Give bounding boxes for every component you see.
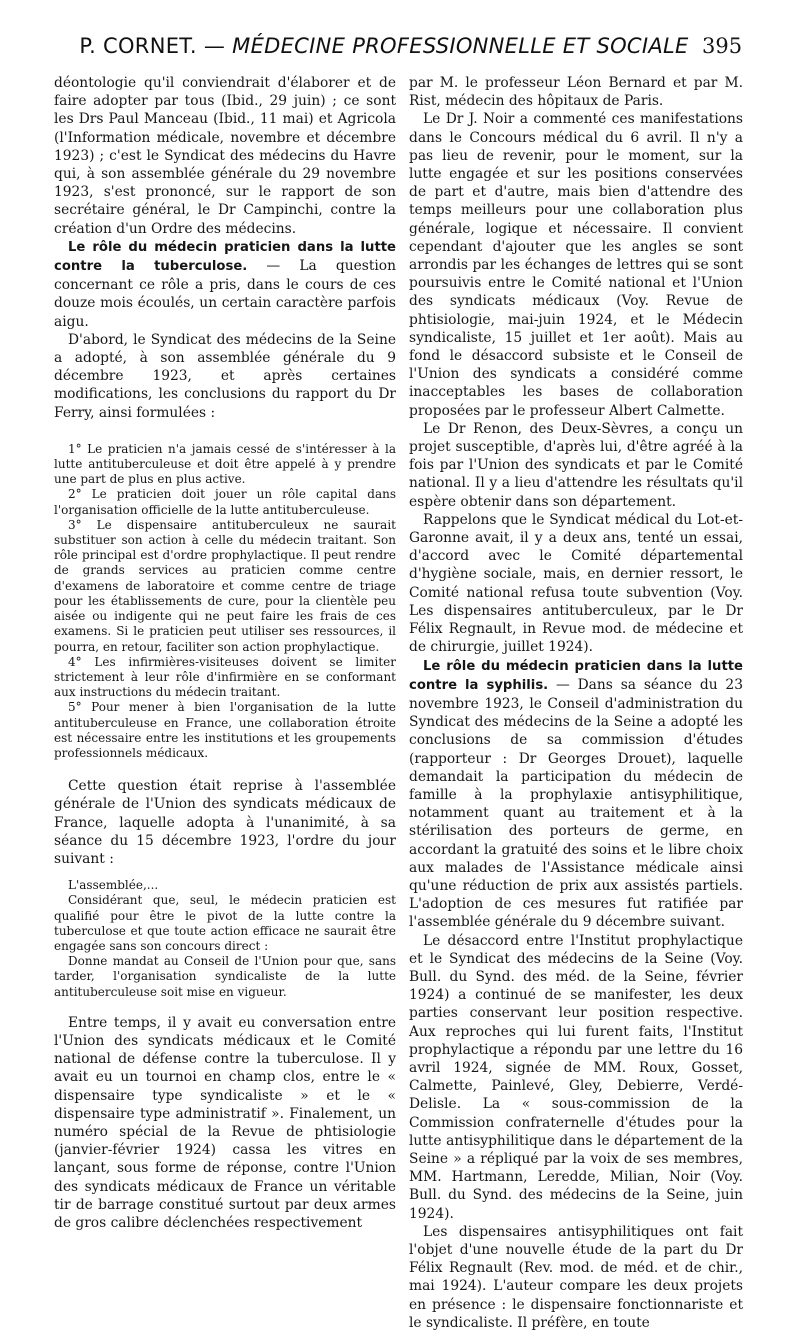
conclusion-item: 4° Les infirmières-visiteuses doivent se limiter strictement à leur rôle d'infirmière en se conformant aux instructions du médecin traitant. <box>54 654 396 700</box>
conclusion-item: 1° Le praticien n'a jamais cessé de s'intéresser à la lutte antituberculeuse et doit être appelé à y prendre une part de plus en plus active. <box>54 441 396 487</box>
running-header <box>0 34 800 74</box>
syphilis-section-heading: Le rôle du médecin praticien dans la lutte contre la syphilis. <box>409 658 743 693</box>
meanwhile-paragraph: Entre temps, il y avait eu conversation entre l'Union des syndicats médicaux et le Comité national de défense contre la tuberculose. Il y avait eu un tournoi en champ clos, entre le « dispensaire type syndicaliste » et le « dispensaire type administratif ». Finalement, un numéro spécial de la Revue de phtisiologie (janvier-février 1924) cassa les vitres en lançant, sous forme de réponse, contre l'Union des syndicats médicaux de France un véritable tir de barrage constitué surtout par deux armes de gros calibre déclenchées respectivement <box>54 1014 396 1231</box>
conclusion-item: 3° Le dispensaire antituberculeux ne saurait substituer son action à celle du médecin traitant. Son rôle principal est d'ordre prophylactique. Il peut rendre de grands services au praticien comme centre d'examens de laboratoire et comme centre de triage pour les établissements de cure, pour la clientèle peu aisée ou indigente qui ne peut faire les frais de ces examens. Si le praticien peut utiliser ses ressources, il pourra, en retour, faciliter son action prophylactique. <box>54 517 396 654</box>
motion-item: Donne mandat au Conseil de l'Union pour que, sans tarder, l'organisation syndicaliste de la lutte antituberculeuse soit mise en vigueur. <box>54 954 396 999</box>
running-title-author: P. CORNET. — <box>79 34 233 58</box>
tuberculosis-section-paragraph <box>54 238 396 331</box>
ferry-conclusions-list <box>54 442 396 761</box>
syphilis-section-paragraph <box>409 657 743 932</box>
noir-paragraph: Le Dr J. Noir a commenté ces manifestations dans le Concours médical du 6 avril. Il n'y a pas lieu de revenir, pour le moment, sur la lutte engagée et sur les positions conservées de part et d'autre, mais bien d'attendre des temps meilleurs pour une collaboration plus générale, logique et nécessaire. Il convient cependant d'ajouter que les angles se sont arrondis par les échanges de lettres qui se sont poursuivis entre le Comité national et l'Union des syndicats médicaux (Voy. Revue de phtisiologie, mai-juin 1924, et le Médecin syndicaliste, 15 juillet et 1er août). Mais au fond le désaccord subsiste et le Conseil de l'Union des syndicats a considéré comme inacceptables les bases de collaboration proposées par le professeur Albert Calmette. <box>409 111 743 419</box>
continuation-paragraph: par M. le professeur Léon Bernard et par M. Rist, médecin des hôpitaux de Paris. <box>409 75 743 110</box>
motion-item: L'assemblée,... <box>68 878 159 893</box>
intro-paragraph: déontologie qu'il conviendrait d'élaborer et de faire adopter par tous (Ibid., 29 juin) ; ce sont les Drs Paul Manceau (Ibid., 11 mai) et Agricola (l'Information médicale, novembre et décembre 1923) ; c'est le Syndicat des médecins du Havre qui, à son assemblée générale du 29 novembre 1923, s'est prononcé, sur le rapport de son secrétaire général, le Dr Campinchi, contre la création d'un Ordre des médecins. <box>54 75 396 237</box>
running-title <box>78 34 690 58</box>
right-column <box>409 74 743 1332</box>
order-of-the-day <box>54 878 396 1000</box>
conclusion-item: 5° Pour mener à bien l'organisation de la lutte antituberculeuse en France, une collaboration étroite est nécessaire entre les institutions et les groupements professionnels médicaux. <box>54 700 396 760</box>
lot-et-garonne-paragraph: Rappelons que le Syndicat médical du Lot-et-Garonne avait, il y a deux ans, tenté un essai, d'accord avec le Comité départemental d'hygiène sociale, mais, en dernier ressort, le Comité national refusa toute subvention (Voy. Les dispensaires antituberculeux, par le Dr Félix Regnault, in Revue mod. de médecine et de chirurgie, juillet 1924). <box>409 511 743 656</box>
dispensaries-paragraph: Les dispensaires antisyphilitiques ont fait l'objet d'une nouvelle étude de la part du Dr Félix Regnault (Rev. mod. de méd. et de chir., mai 1924). L'auteur compare les deux projets en présence : le dispensaire fonctionnariste et le syndicaliste. Il préfère, en toute <box>409 1223 743 1331</box>
disagreement-paragraph: Le désaccord entre l'Institut prophylactique et le Syndicat des médecins de la Seine (Voy. Bull. du Synd. des méd. de la Seine, février 1924) a continué de se manifester, les deux parties conservant leur position respective. Aux reproches qui lui furent faits, l'Institut prophylactique a répondu par une lettre du 16 avril 1924, signée de MM. Roux, Gosset, Calmette, Painlevé, Gley, Debierre, Verdé-Delisle. La « sous-commission de la Commission confraternelle d'études pour la lutte antisyphilitique dans le département de la Seine » a répliqué par la voix de ses membres, MM. Hartmann, Leredde, Milian, Noir (Voy. Bull. du Synd. des médecins de la Seine, juin 1924). <box>409 932 743 1222</box>
running-title-subject: MÉDECINE PROFESSIONNELLE ET SOCIALE <box>232 34 689 58</box>
renon-paragraph: Le Dr Renon, des Deux-Sèvres, a conçu un projet susceptible, d'après lui, d'être agréé à la fois par l'Union des syndicats et par le Comité national. Il y a lieu d'attendre les résultats qu'il espère obtenir dans son département. <box>409 420 743 510</box>
seine-syndicate-paragraph: D'abord, le Syndicat des médecins de la Seine a adopté, à son assemblée générale du 9 décembre 1923, et après certaines modifications, les conclusions du rapport du Dr Ferry, ainsi formulées : <box>54 331 396 421</box>
page-number: 395 <box>702 34 743 58</box>
tuberculosis-section-text: — La question concernant ce rôle a pris, dans le cours de ces douze mois écoulés, un certain caractère parfois aigu. <box>54 258 396 330</box>
syphilis-section-text: — Dans sa séance du 23 novembre 1923, le Conseil d'administration du Syndicat des médecins de la Seine a adopté les conclusions de sa commission d'études (rapporteur : Dr Georges Drouet), laquelle demandait la participation du médecin de famille à la prophylaxie antisyphilitique, notamment quant au traitement et à la stérilisation des porteurs de germe, en accordant la gratuité des soins et le libre choix aux malades de l'Assistance médicale ainsi qu'une réduction de prix aux assistés partiels. L'adoption de ces mesures fut ratifiée par l'assemblée générale du 9 décembre suivant. <box>409 676 743 931</box>
tuberculosis-section-heading: Le rôle du médecin praticien dans la lutte contre la tuberculose. <box>54 239 396 275</box>
motion-item: Considérant que, seul, le médecin praticien est qualifié pour être le pivot de la lutte contre la tuberculose et que toute action efficace ne saurait être engagée sans son concours direct : <box>54 893 396 953</box>
union-assembly-paragraph: Cette question était reprise à l'assemblée générale de l'Union des syndicats médicaux de France, laquelle adopta à l'unanimité, à sa séance du 15 décembre 1923, l'ordre du jour suivant : <box>54 778 396 867</box>
conclusion-item: 2° Le praticien doit jouer un rôle capital dans l'organisation officielle de la lutte antituberculeuse. <box>54 487 396 517</box>
left-column <box>54 74 396 1232</box>
